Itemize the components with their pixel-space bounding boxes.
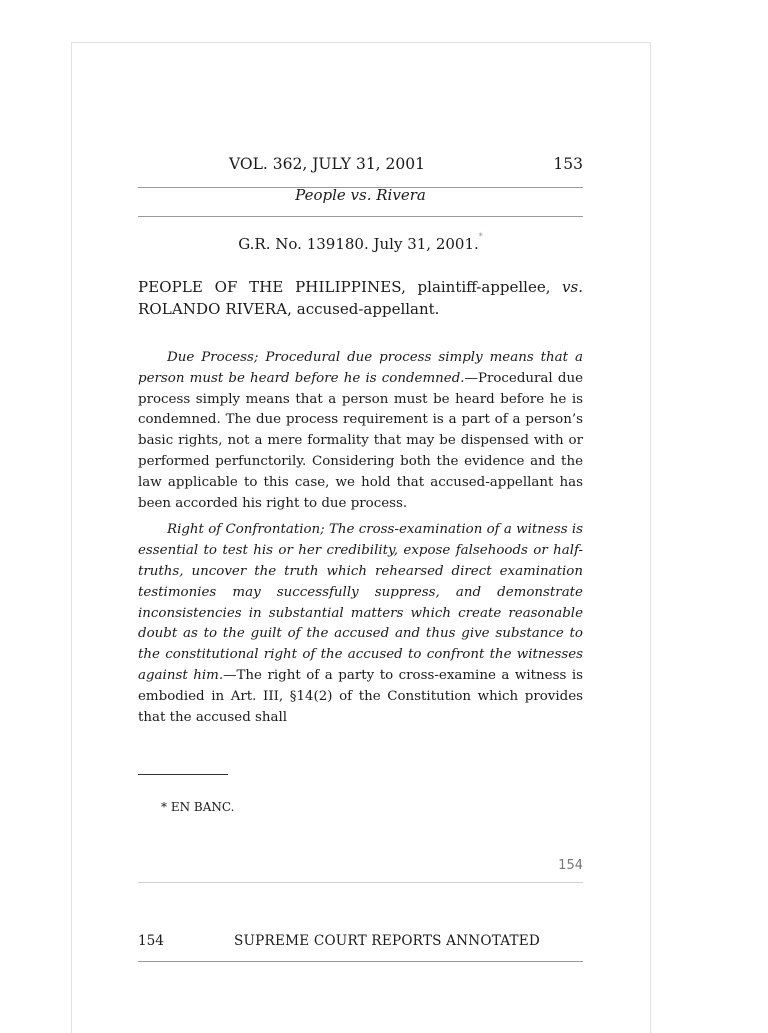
header-rule (138, 961, 583, 962)
case-parties (138, 276, 583, 320)
syllabus (138, 348, 583, 734)
page-break-rule (138, 882, 583, 883)
plaintiff-role: plaintiff-appellee, (406, 278, 563, 296)
footnote-link[interactable]: * (478, 232, 483, 241)
syllabus-paragraph (138, 348, 583, 514)
accused-name: ROLANDO RIVERA, (138, 300, 292, 318)
gr-number (138, 232, 583, 253)
running-head-title: VOL. 362, JULY 31, 2001 (229, 155, 425, 173)
running-head-next-page (138, 933, 583, 953)
plaintiff-name: PEOPLE OF THE PHILIPPINES, (138, 278, 406, 296)
case-short-title: People vs. Rivera (295, 186, 426, 204)
page-marker[interactable]: 154 (558, 858, 583, 873)
header-rule (138, 216, 583, 217)
syllabus-paragraph (138, 520, 583, 728)
versus: vs. (562, 278, 583, 296)
gr-number-text: G.R. No. 139180. July 31, 2001. (238, 235, 479, 253)
running-head (138, 155, 583, 179)
footnote-separator (138, 774, 228, 775)
syllabus-body: —The right of a party to cross-examine a witness is embodied in Art. III, §14(2) of the Constitution which provides that the accused shall (138, 667, 583, 725)
running-head-page-number: 154 (138, 933, 164, 949)
footnote: * EN BANC. (161, 800, 235, 814)
document-page (71, 42, 651, 1033)
syllabus-headnote: Due Process; Procedural due process simply means that a person must be heard before he is condemned. (138, 350, 583, 386)
running-head-page-number: 153 (553, 155, 583, 173)
running-head-title: SUPREME COURT REPORTS ANNOTATED (234, 933, 541, 949)
accused-role: accused-appellant. (292, 300, 440, 318)
syllabus-body: —Procedural due process simply means that a person must be heard before he is condemned. The due process requirement is a part of a person’s basic rights, not a mere formality that may be dispensed with or performed perfunctorily. Considering both the evidence and the law applicable to this case, we hold that accused-appellant has been accorded his right to due process. (138, 370, 583, 511)
syllabus-headnote: Right of Confrontation; The cross-examination of a witness is essential to test his or her credibility, expose falsehoods or half-truths, uncover the truth which rehearsed direct examination testimonies may successfully suppress, and demonstrate inconsistencies in substantial matters which create reasonable doubt as to the guilt of the accused and thus give substance to the constitutional right of the accused to confront the witnesses against him. (138, 522, 583, 683)
